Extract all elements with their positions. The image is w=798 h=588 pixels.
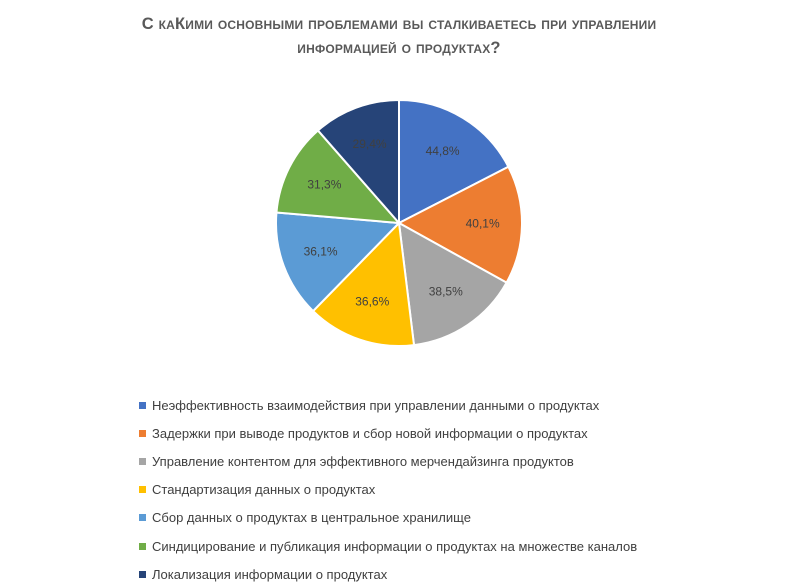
legend-label: Сбор данных о продуктах в центральное хранилище xyxy=(152,510,471,526)
legend-item-1 xyxy=(139,391,637,419)
legend-swatch xyxy=(139,402,146,409)
pie-data-label-2: 40,1% xyxy=(465,216,500,231)
legend-label: Задержки при выводе продуктов и сбор новой информации о продуктах xyxy=(152,425,588,441)
legend-item-6 xyxy=(139,532,637,560)
chart-title-line-2: информацией о продуктах? xyxy=(297,39,501,57)
pie-data-label-7: 29,4% xyxy=(352,136,387,151)
legend-label: Синдицирование и публикация информации о продуктах на множестве каналов xyxy=(152,538,638,554)
legend-label: Неэффективность взаимодействия при управлении данными о продуктах xyxy=(152,397,600,413)
legend-item-2 xyxy=(139,419,637,447)
legend-label: Локализация информации о продуктах xyxy=(152,566,388,582)
pie-data-label-6: 31,3% xyxy=(307,177,342,192)
legend-item-7 xyxy=(139,560,637,588)
legend-swatch xyxy=(139,486,146,493)
legend-item-5 xyxy=(139,504,637,532)
legend-swatch xyxy=(139,430,146,437)
pie-data-label-5: 36,1% xyxy=(303,244,338,259)
pie-data-label-4: 36,6% xyxy=(355,294,390,309)
chart-title-line-1: С каКими основными проблемами вы сталкиваетесь при управлении xyxy=(141,15,657,33)
legend-swatch xyxy=(139,514,146,521)
chart-legend xyxy=(139,391,637,588)
legend-swatch xyxy=(139,571,146,578)
pie-data-label-1: 44,8% xyxy=(425,143,460,158)
legend-item-3 xyxy=(139,447,637,475)
legend-swatch xyxy=(139,458,146,465)
legend-label: Стандартизация данных о продуктах xyxy=(152,482,376,498)
legend-item-4 xyxy=(139,476,637,504)
legend-label: Управление контентом для эффективного мерчендайзинга продуктов xyxy=(152,453,574,469)
legend-swatch xyxy=(139,543,146,550)
pie-data-label-3: 38,5% xyxy=(428,284,463,299)
